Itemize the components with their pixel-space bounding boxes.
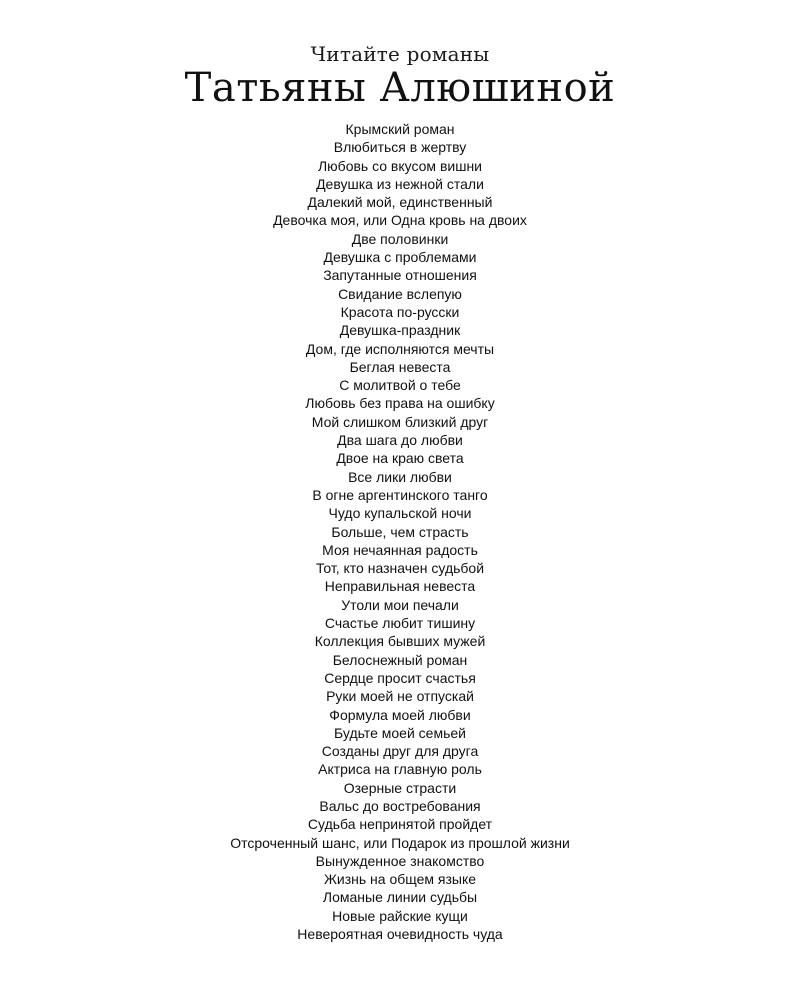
book-title: В огне аргентинского танго <box>312 486 488 503</box>
book-title: Жизнь на общем языке <box>323 871 477 888</box>
book-title: Влюбиться в жертву <box>333 139 467 156</box>
book-title: Красота по-русски <box>340 303 460 320</box>
book-title: Любовь без права на ошибку <box>305 395 495 412</box>
book-title: Вальс до востребования <box>319 797 481 814</box>
page-title: Татьяны Алюшиной <box>184 65 616 111</box>
book-title: Коллекция бывших мужей <box>314 633 486 650</box>
book-title: Неправильная невеста <box>324 578 476 595</box>
book-title: Созданы друг для друга <box>321 743 479 760</box>
book-title: Белоснежный роман <box>332 651 468 668</box>
book-title: Сердце просит счастья <box>324 669 476 686</box>
book-title: Моя нечаянная радость <box>322 541 478 558</box>
book-title: Счастье любит тишину <box>324 615 476 632</box>
book-title: Крымский роман <box>345 121 455 137</box>
book-title: Двое на краю света <box>336 450 464 467</box>
book-title: Судьба непринятой пройдет <box>307 816 493 833</box>
book-title: Утоли мои печали <box>341 596 459 613</box>
book-title: Тот, кто назначен судьбой <box>315 560 485 577</box>
book-title: Запутанные отношения <box>323 267 477 284</box>
book-title: Беглая невеста <box>349 358 451 375</box>
book-title: Формула моей любви <box>329 706 471 723</box>
book-title: Руки моей не отпускай <box>326 688 474 705</box>
book-title: Любовь со вкусом вишни <box>317 157 482 174</box>
book-title: Девушка из нежной стали <box>316 175 484 192</box>
book-title: Новые райские кущи <box>332 907 468 924</box>
book-title: Две половинки <box>351 230 449 247</box>
book-title: Невероятная очевидность чуда <box>297 926 503 943</box>
book-title: Девушка с проблемами <box>323 249 477 266</box>
book-title: Далекий мой, единственный <box>307 194 493 211</box>
book-title: Актриса на главную роль <box>318 761 482 778</box>
book-title: С молитвой о тебе <box>339 377 461 394</box>
book-title: Отсроченный шанс, или Подарок из прошлой жизни <box>230 834 570 851</box>
book-title: Девочка моя, или Одна кровь на двоих <box>273 212 527 229</box>
book-title-list <box>0 120 800 943</box>
book-title: Будьте моей семьей <box>334 724 466 741</box>
book-title: Два шага до любви <box>337 432 463 449</box>
book-title: Все лики любви <box>348 468 452 485</box>
book-title: Озерные страсти <box>343 779 457 796</box>
book-title: Дом, где исполняются мечты <box>305 340 495 357</box>
book-title: Мой слишком близкий друг <box>311 413 489 430</box>
page-subtitle: Читайте романы <box>310 42 490 66</box>
book-title: Больше, чем страсть <box>331 523 469 540</box>
book-title: Ломаные линии судьбы <box>322 889 478 906</box>
book-title: Девушка-праздник <box>339 322 461 339</box>
book-title: Вынужденное знакомство <box>315 852 485 869</box>
book-title: Свидание вслепую <box>338 285 462 302</box>
book-title: Чудо купальской ночи <box>328 505 472 522</box>
